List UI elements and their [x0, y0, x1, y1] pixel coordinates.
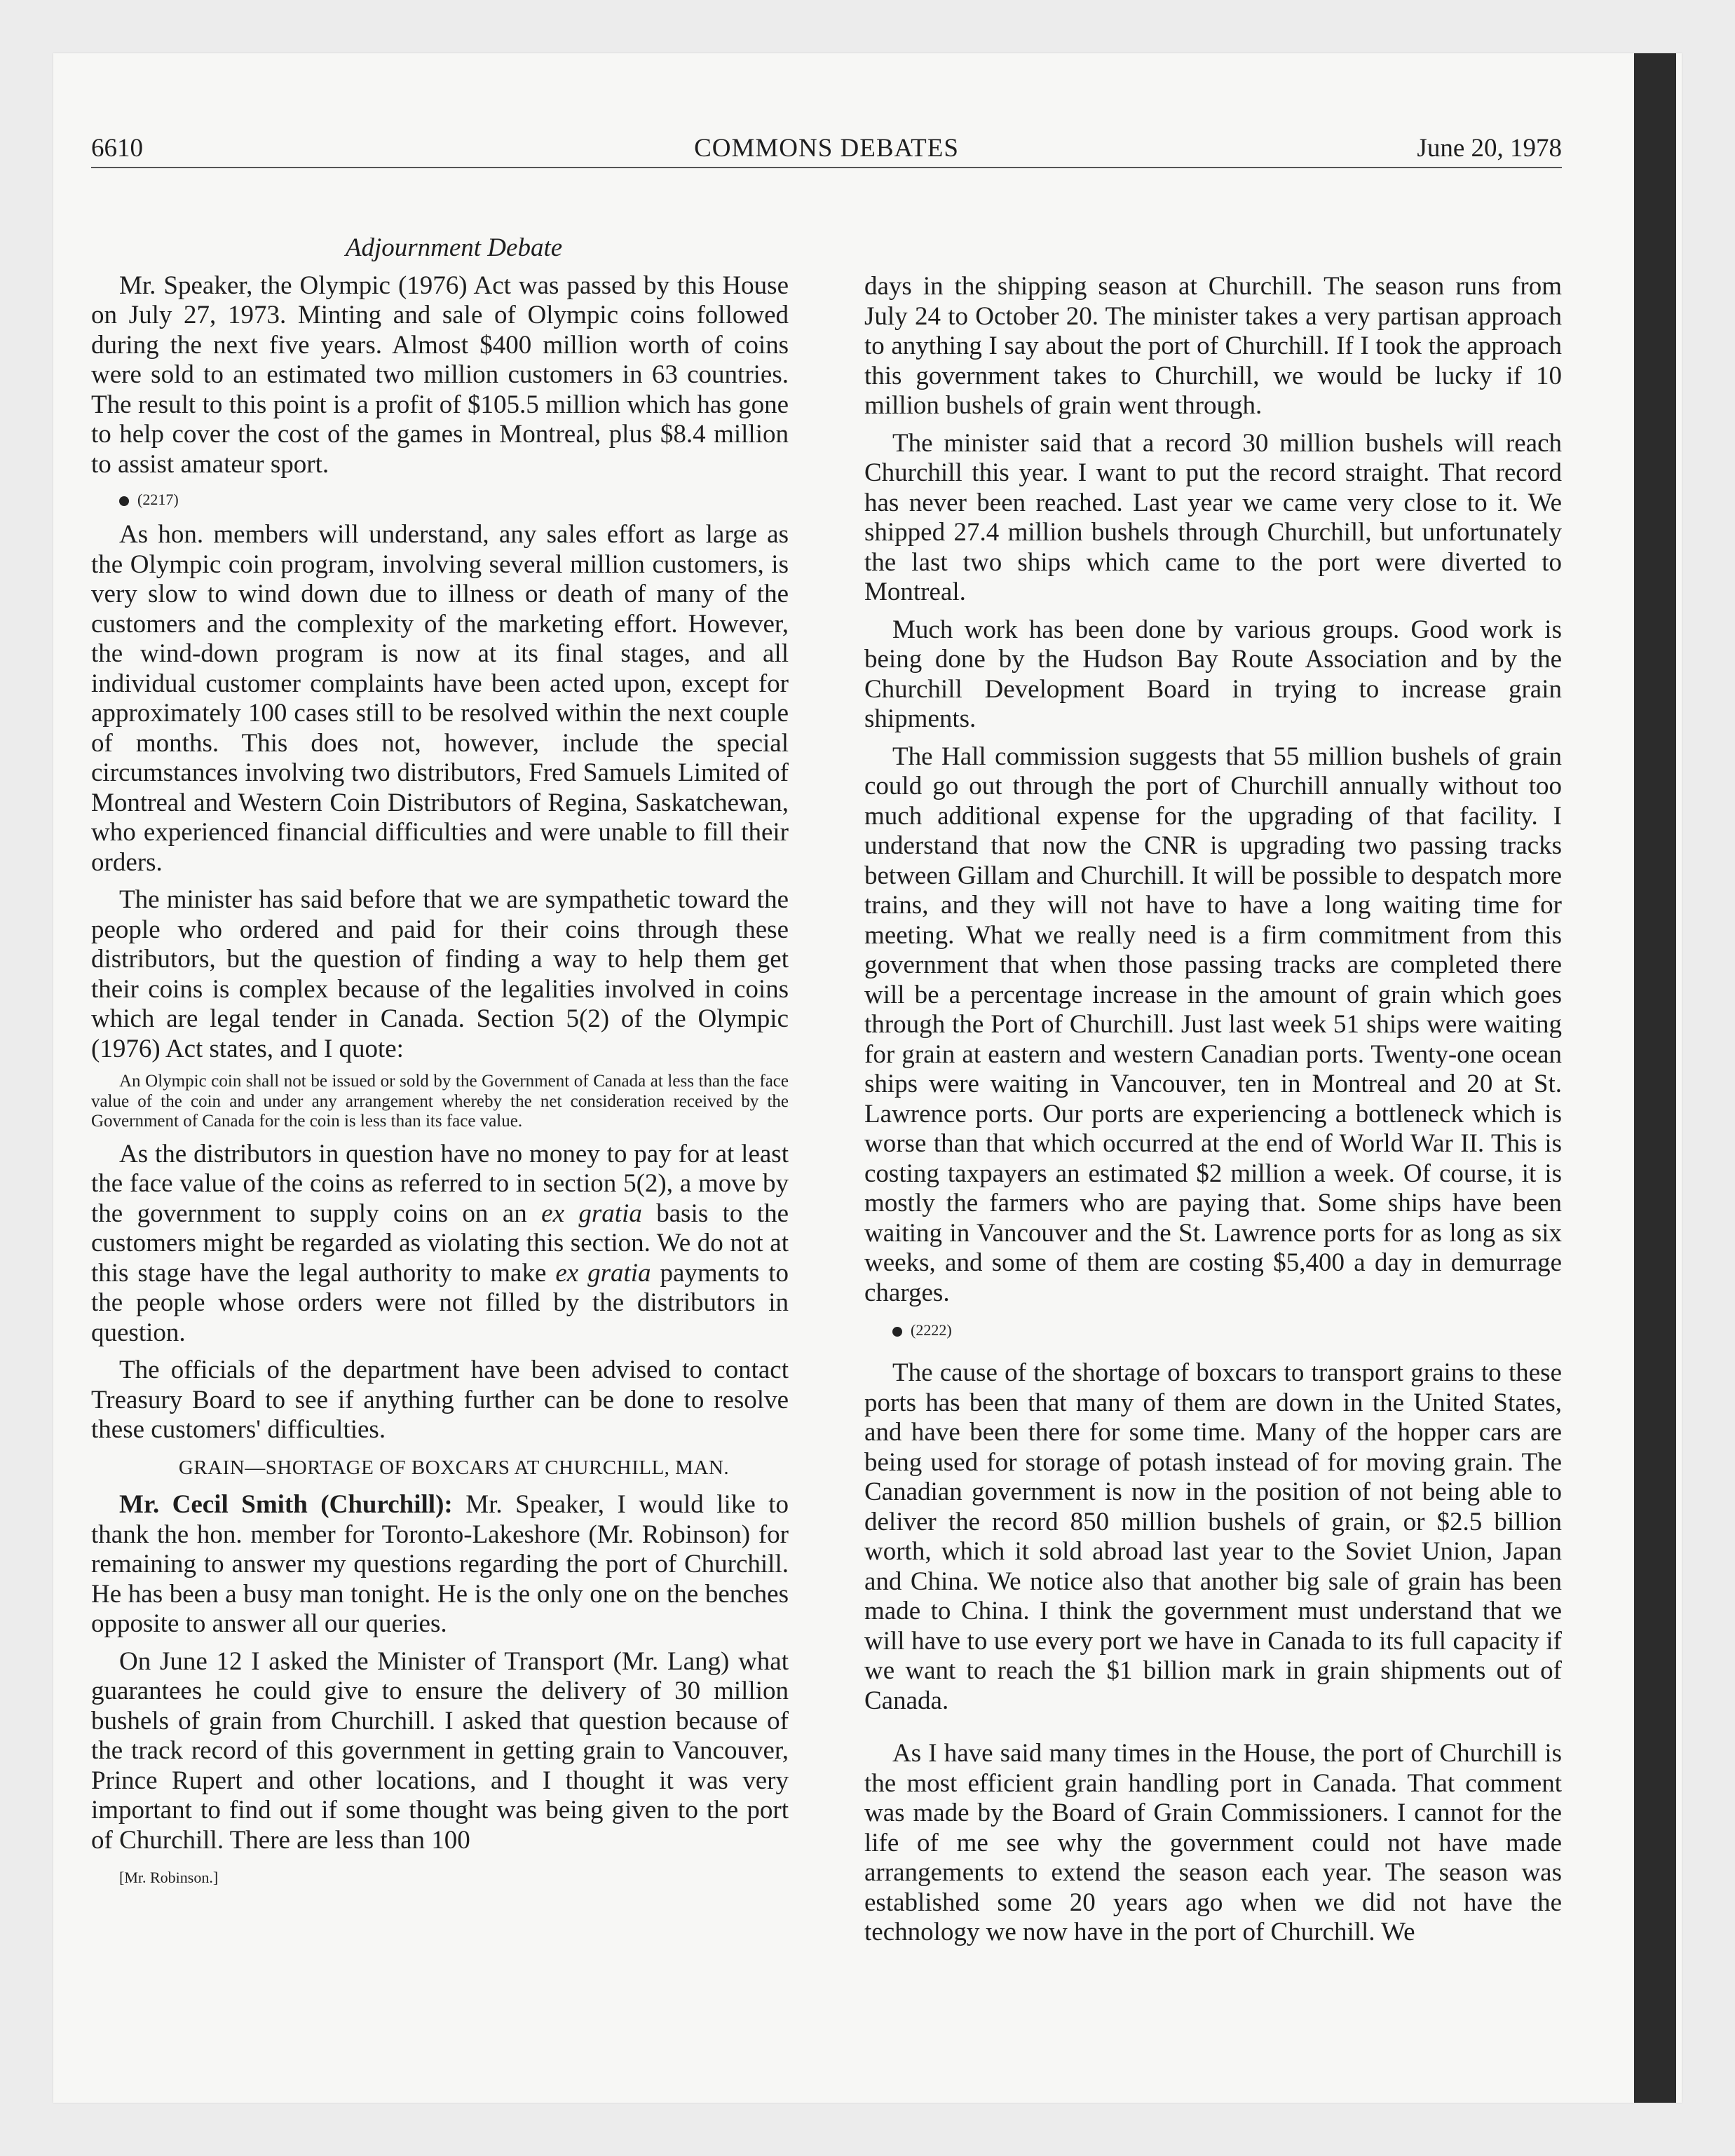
paragraph	[91, 1140, 789, 1349]
time-marker-label: (2217)	[137, 491, 179, 508]
time-marker	[864, 1318, 1562, 1343]
latin-term: ex gratia	[541, 1199, 642, 1228]
time-marker	[91, 487, 789, 512]
page-header	[91, 133, 1562, 168]
bullet-dot-icon	[119, 496, 129, 506]
paragraph: The officials of the department have been advised to contact Treasury Board to see if anything further can be done to resolve these customers' difficulties.	[91, 1356, 789, 1444]
speaker-name: Mr. Cecil Smith (Churchill):	[119, 1490, 453, 1519]
paragraph: Mr. Speaker, the Olympic (1976) Act was passed by this House on July 27, 1973. Minting and sale of Olympic coins followed during the next five years. Almost $400 million worth of coins were sold to an estimated two million customers in 63 countries. The result to this point is a profit of $105.5 million which has gone to help cover the cost of the games in Montreal, plus $8.4 million to assist amateur sport.	[91, 271, 789, 479]
bullet-dot-icon	[892, 1327, 902, 1337]
paragraph: The Hall commission suggests that 55 million bushels of grain could go out through the port of Churchill annually without too much additional expense for the upgrading of that facility. I understand that now the CNR is upgrading two passing tracks between Gillam and Churchill. It will be possible to despatch more trains, and they will not have to have a long waiting time for meeting. What we really need is a firm commitment from this government that when those passing tracks are completed there will be a percentage increase in the amount of grain which goes through the Port of Churchill. Just last week 51 ships were waiting for grain at eastern and western Canadian ports. Twenty-one ocean ships were waiting in Vancouver, ten in Montreal and 20 at St. Lawrence ports. Our ports are experiencing a bottleneck which is worse than that which occurred at the end of World War II. This is costing taxpayers an estimated $2 million a week. Of course, it is mostly the farmers who are paying that. Some ships have been waiting in Vancouver and the St. Lawrence ports for as long as six weeks, and some of them are costing $5,400 a day in demurrage charges.	[864, 742, 1562, 1307]
block-quote: An Olympic coin shall not be issued or sold by the Government of Canada at less than the face value of the coin and under any arrangement whereby the net consideration received by the Government of Canada for the coin is less than its face value.	[91, 1072, 789, 1131]
right-column	[864, 272, 1562, 1956]
paragraph: As hon. members will understand, any sales effort as large as the Olympic coin program, involving several million customers, is very slow to wind down due to illness or death of many of the customers and the complexity of the marketing effort. However, the wind-down program is now at its final stages, and all individual customer complaints have been acted upon, except for approximately 100 cases still to be resolved within the next couple of months. This does not, however, include the special circumstances involving two distributors, Fred Samuels Limited of Montreal and Western Coin Distributors of Regina, Saskatchewan, who experienced financial difficulties and were unable to fill their orders.	[91, 520, 789, 877]
paragraph: As I have said many times in the House, the port of Churchill is the most efficient grain handling port in Canada. That comment was made by the Board of Grain Commissioners. I cannot for the life of me see why the government could not have made arrangements to extend the season each year. The season was established some 20 years ago when we did not have the technology we now have in the port of Churchill. We	[864, 1739, 1562, 1946]
page-number: 6610	[91, 134, 143, 163]
paragraph-text: basis to the customers might be regarded as violating this section. We do not at this stage have the legal authority to make	[91, 1199, 789, 1288]
paragraph	[91, 1490, 789, 1639]
scan-edge-bar	[1634, 53, 1676, 2103]
publication-date: June 20, 1978	[1417, 134, 1562, 163]
paragraph: The minister has said before that we are sympathetic toward the people who ordered and paid for their coins through these distributors, but the question of finding a way to help them get their coins is complex because of the legalities involved in coins which are legal tender in Canada. Section 5(2) of the Olympic (1976) Act states, and I quote:	[91, 885, 789, 1063]
time-marker-label: (2222)	[911, 1321, 952, 1339]
latin-term: ex gratia	[555, 1258, 651, 1288]
left-column	[91, 233, 789, 1901]
paragraph-text: payments to the people whose orders were not filled by the distributors in question.	[91, 1258, 789, 1347]
paragraph: Much work has been done by various groups. Good work is being done by the Hudson Bay Route Association and by the Churchill Development Board in trying to increase grain shipments.	[864, 615, 1562, 733]
paragraph-spacer	[864, 1724, 1562, 1739]
speaker-footnote: [Mr. Robinson.]	[119, 1869, 219, 1886]
journal-title: COMMONS DEBATES	[694, 134, 959, 163]
paragraph: The minister said that a record 30 million bushels will reach Churchill this year. I want to put the record straight. That record has never been reached. Last year we came very close to it. We shipped 27.4 million bushels through Churchill, but unfortunately the last two ships which came to the port were diverted to Montreal.	[864, 428, 1562, 606]
paragraph-text: Mr. Speaker, I would like to thank the hon. member for Toronto-Lakeshore (Mr. Robinson) for remaining to answer my questions regarding the port of Churchill. He has been a busy man tonight. He is the only one on the benches opposite to answer all our queries.	[91, 1490, 789, 1638]
paragraph: The cause of the shortage of boxcars to transport grains to these ports has been that many of them are down in the United States, and have been there for some time. Many of the hopper cars are being used for storage of potash instead of for moving grain. The Canadian government is now in the position of not being able to deliver the record 850 million bushels of grain, or $2.5 billion worth, which it sold abroad last year to the Soviet Union, Japan and China. We notice also that another big sale of grain has been made to China. I think the government must understand that we will have to use every port we have in Canada to its full capacity if we want to reach the $1 billion mark in grain shipments out of Canada.	[864, 1358, 1562, 1715]
debate-topic-heading: GRAIN—SHORTAGE OF BOXCARS AT CHURCHILL, MAN.	[178, 1456, 730, 1479]
paragraph: On June 12 I asked the Minister of Transport (Mr. Lang) what guarantees he could give to ensure the delivery of 30 million bushels of grain from Churchill. I asked that question because of the track record of this government in getting grain to Vancouver, Prince Rupert and other locations, and I thought it was very important to find out if some thought was being given to the port of Churchill. There are less than 100	[91, 1646, 789, 1855]
paragraph-text: As the distributors in question have no money to pay for at least the face value of the coins as referred to in section 5(2), a move by the government to supply coins on an	[91, 1139, 789, 1228]
paragraph: days in the shipping season at Churchill. The season runs from July 24 to October 20. The minister takes a very partisan approach to anything I say about the port of Churchill. If I took the approach this government takes to Churchill, we would be lucky if 10 million bushels of grain went through.	[864, 272, 1562, 420]
section-heading: Adjournment Debate	[345, 233, 563, 262]
